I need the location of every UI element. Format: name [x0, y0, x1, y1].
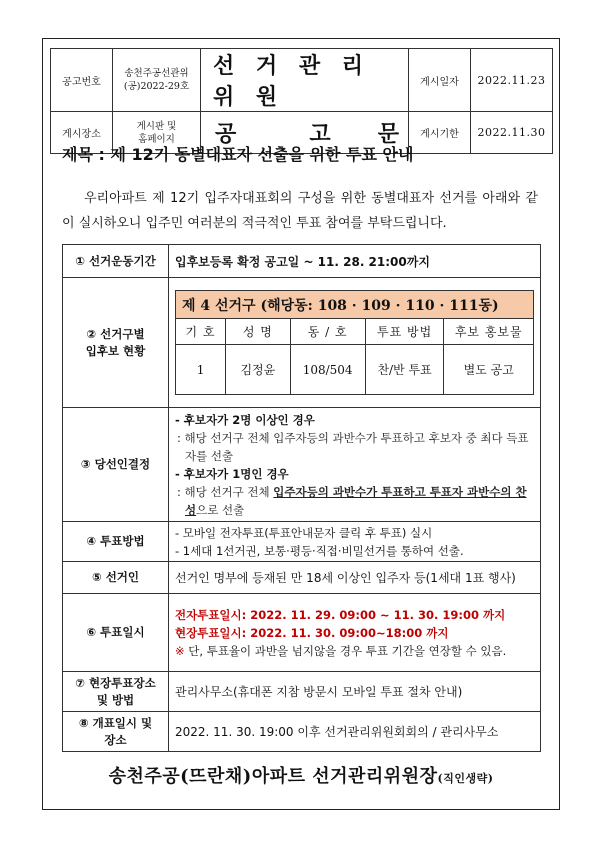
col-no: 기 호 [176, 319, 226, 345]
method-line-1: - 모바일 전자투표(투표안내문자 클릭 후 투표) 실시 [175, 525, 433, 540]
notice-no-value: 송천주공선관위 (공)2022-29호 [113, 49, 201, 112]
place-value: 게시판 및 홈페이지 [113, 112, 201, 154]
decision-case1-title: - 후보자가 2명 이상인 경우 [175, 412, 315, 427]
col-unit: 동 / 호 [290, 319, 365, 345]
decision-case2-text [175, 483, 534, 519]
signer-footer [42, 762, 560, 788]
decision-case2-pre: : 해당 선거구 전체 [177, 484, 274, 499]
deadline-value: 2022.11.30 [471, 112, 553, 154]
row-method [63, 522, 541, 562]
candidate-no: 1 [176, 345, 226, 395]
col-name: 성 명 [226, 319, 290, 345]
place-value-text: 관리사무소(휴대폰 지참 방문시 모바일 투표 절차 안내) [169, 672, 541, 712]
seal-note: (직인생략) [437, 772, 494, 785]
col-promo: 후보 홍보물 [444, 319, 534, 345]
decision-case2-title: - 후보자가 1명인 경우 [175, 466, 289, 481]
post-date-label: 게시일자 [409, 49, 471, 112]
candidate-name: 김정윤 [226, 345, 290, 395]
doc-title-char: 고 [309, 121, 331, 147]
notice-title: 제목 : 제 12기 동별대표자 선출을 위한 투표 안내 [62, 145, 414, 164]
count-value: 2022. 11. 30. 19:00 이후 선거관리위원회회의 / 관리사무소 [169, 712, 541, 752]
intro-paragraph: 우리아파트 제 12기 입주자대표회의 구성을 위한 동별대표자 선거를 아래와 같이 실시하오니 입주민 여러분의 적극적인 투표 참여를 부탁드립니다. [62, 191, 538, 231]
notice-no-label: 공고번호 [51, 49, 113, 112]
method-line-2: - 1세대 1선거권, 보통·평등·직접·비밀선거를 통하여 선출. [175, 543, 464, 558]
table-row [176, 345, 534, 395]
col-method: 투표 방법 [365, 319, 444, 345]
decision-case2-emphasis: 입주자등의 과반수가 투표하고 투표자 과반수의 찬성 [185, 484, 527, 517]
deadline-label: 게시기한 [409, 112, 471, 154]
schedule-onsite: 현장투표일시: 2022. 11. 30. 09:00~18:00 까지 [175, 625, 449, 640]
voter-value: 선거인 명부에 등재된 만 18세 이상인 입주자 등(1세대 1표 행사) [169, 562, 541, 594]
signer-name: 송천주공(뜨란채)아파트 선거관리위원장 [108, 766, 438, 787]
row-place [63, 672, 541, 712]
schedule-note [175, 642, 534, 660]
place-label: 게시장소 [51, 112, 113, 154]
doc-title-char: 공 [215, 121, 237, 147]
notice-header [50, 48, 553, 154]
district-title: 제 4 선거구 (해당동: 108 · 109 · 110 · 111동) [175, 290, 534, 318]
doc-title-char: 문 [377, 121, 399, 147]
campaign-value: 입후보등록 확정 공고일 ~ 11. 28. 21:00까지 [169, 245, 541, 278]
candidate-table [175, 318, 534, 395]
row-count [63, 712, 541, 752]
district-block [175, 290, 534, 395]
post-date-value: 2022.11.23 [471, 49, 553, 112]
schedule-key: ⑥ 투표일시 [63, 594, 169, 672]
candidate-unit: 108/504 [290, 345, 365, 395]
campaign-key: ① 선거운동기간 [63, 245, 169, 278]
election-info-table [62, 244, 541, 752]
row-candidates [63, 278, 541, 408]
note-text: 단, 투표율이 과반을 넘지않을 경우 투표 기간을 연장할 수 있음. [184, 643, 507, 658]
decision-case1-text: : 해당 선거구 전체 입주자등의 과반수가 투표하고 후보자 중 최다 득표자를 선출 [177, 430, 529, 463]
row-campaign [63, 245, 541, 278]
row-decision [63, 408, 541, 522]
method-key: ④ 투표방법 [63, 522, 169, 562]
voter-key: ⑤ 선거인 [63, 562, 169, 594]
candidate-method: 찬/반 투표 [365, 345, 444, 395]
row-schedule [63, 594, 541, 672]
org-title: 선 거 관 리 위 원 [201, 49, 409, 112]
row-voter [63, 562, 541, 594]
place-key: ⑦ 현장투표장소 및 방법 [63, 672, 169, 712]
count-key: ⑧ 개표일시 및 장소 [63, 712, 169, 752]
note-mark: ※ [175, 643, 185, 658]
candidate-header-row [176, 319, 534, 345]
candidates-key: ② 선거구별 입후보 현황 [63, 278, 169, 408]
decision-key: ③ 당선인결정 [63, 408, 169, 522]
candidate-promo: 별도 공고 [444, 345, 534, 395]
schedule-electronic: 전자투표일시: 2022. 11. 29. 09:00 ~ 11. 30. 19:00 까지 [175, 607, 506, 622]
decision-case2-post: 으로 선출 [196, 502, 245, 517]
